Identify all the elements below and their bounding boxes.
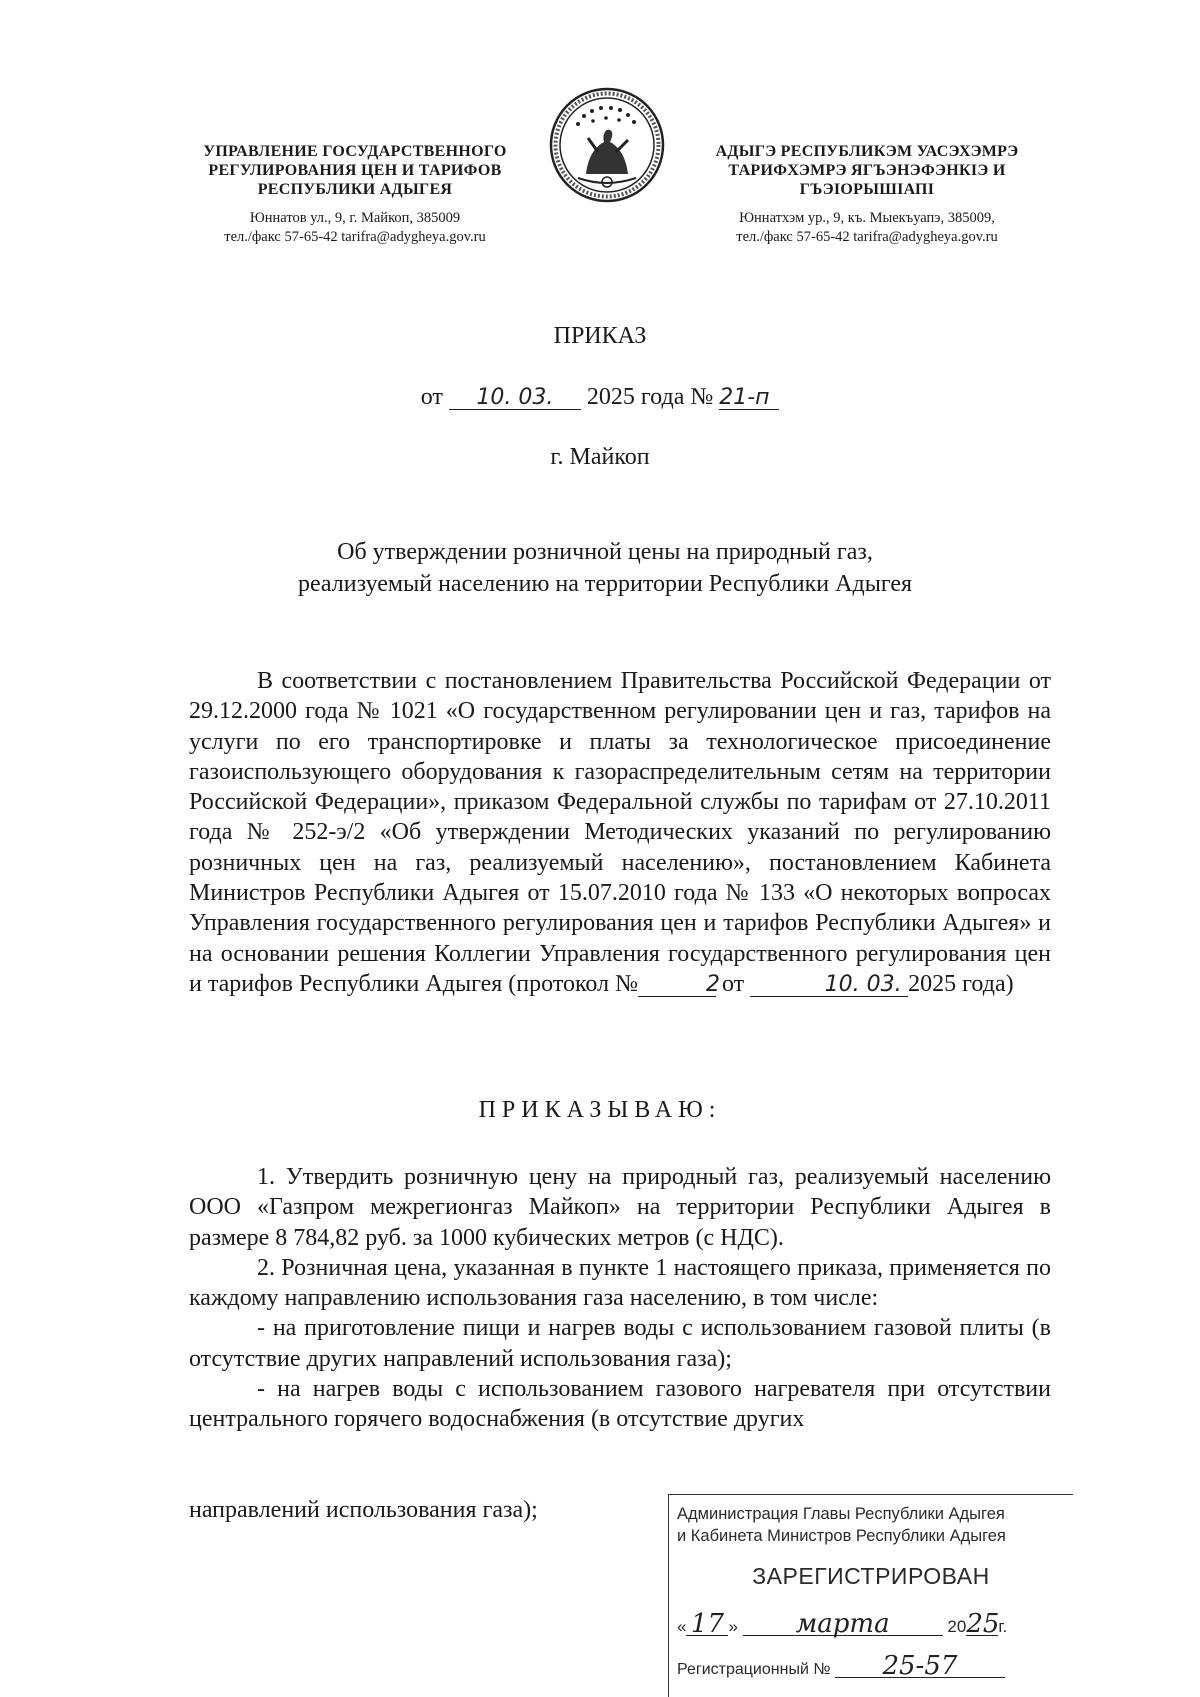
order-word: ПРИКАЗЫВАЮ: (478, 1097, 722, 1123)
header-left (180, 142, 530, 247)
document-subject: Об утверждении розничной цены на природный газ, реализуемый населению на территории Республики Адыгея (297, 539, 913, 597)
document-type: ПРИКАЗ (553, 323, 647, 349)
city: г. Майкоп (550, 444, 650, 470)
handwritten-registration-number: 25-57 (835, 1655, 1005, 1678)
coat-of-arms-emblem (548, 86, 666, 204)
order-items (189, 1162, 1051, 1435)
item-2: 2. Розничная цена, указанная в пункте 1 настоящего приказа, применяется по каждому направлению использования газа населению, в том числе: (189, 1254, 1051, 1312)
preamble-text: В соответствии с постановлением Правительства Российской Федерации от 29.12.2000 года № 1021 «О государственном регулировании цен и газ, тарифов на услуги по его транспортировке и платы за технологическое присоединение газоиспользующего оборудования к газораспределительным сетям на территории Российской Федерации», приказом Федеральной службы по тарифам от 27.10.2011 года № 252-э/2 «Об утверждении Методических указаний по регулированию розничных цен на газ, реализуемый населению», постановлением Кабинета Министров Республики Адыгея от 15.07.2010 года № 133 «О некоторых вопросах Управления государственного регулирования цен и тарифов Республики Адыгея» и на основании решения Коллегии Управления государственного регулирования цен и тарифов Республики Адыгея (протокол № 2 от 10. 03. 2025 года) (189, 668, 1051, 997)
handwritten-date: 10. 03. (449, 387, 581, 410)
item-1: 1. Утвердить розничную цену на природный газ, реализуемый населению ООО «Газпром межрегионгаз Майкоп» на территории Республики Адыгея в размере 8 784,82 руб. за 1000 кубических метров (с НДС). (189, 1164, 1051, 1251)
handwritten-protocol-date: 10. 03. (750, 974, 908, 997)
item-2-sub-2-tail: направлений использования газа); (189, 1497, 538, 1523)
handwritten-stamp-year: 25 (966, 1609, 1000, 1639)
org-name-russian: УПРАВЛЕНИЕ ГОСУДАРСТВЕННОГО РЕГУЛИРОВАНИЯ ЦЕН И ТАРИФОВ РЕСПУБЛИКИ АДЫГЕЯ (203, 143, 507, 198)
handwritten-order-number: 21-п (719, 387, 779, 410)
item-2-sub-1: - на приготовление пищи и нагрев воды с использованием газовой плиты (в отсутствие других направлений использования газа); (189, 1315, 1051, 1372)
registration-stamp (668, 1494, 1073, 1697)
org-address-adyghe: Юннатхэм ур., 9, къ. Мыекъуапэ, 385009, тел./факс 57-65-42 tarifra@adygheya.gov.ru (736, 210, 998, 245)
stamp-date: « 17 » марта 2025г. (677, 1609, 1008, 1639)
header-right (692, 142, 1042, 247)
stamp-registered: ЗАРЕГИСТРИРОВАН (752, 1563, 990, 1589)
stamp-registration-number: Регистрационный № 25-57 (677, 1655, 1005, 1679)
stamp-organization: Администрация Главы Республики Адыгея и Кабинета Министров Республики Адыгея (677, 1505, 1006, 1545)
item-2-sub-2: - на нагрев воды с использованием газового нагревателя при отсутствии центрального горячего водоснабжения (в отсутствие других (189, 1376, 1051, 1433)
handwritten-stamp-day: 17 (686, 1613, 728, 1636)
preamble (189, 666, 1051, 999)
date-line: от 10. 03. 2025 года № 21-п (0, 384, 1200, 411)
handwritten-stamp-month: марта (743, 1613, 943, 1636)
handwritten-protocol-number: 2 (638, 974, 716, 997)
org-address-russian: Юннатов ул., 9, г. Майкоп, 385009 тел./факс 57-65-42 tarifra@adygheya.gov.ru (224, 210, 486, 245)
org-name-adyghe: АДЫГЭ РЕСПУБЛИКЭМ УАСЭХЭМРЭ ТАРИФХЭМРЭ ЯГЪЭНЭФЭНКIЭ И ГЪЭIОРЫШIАПI (715, 143, 1019, 198)
